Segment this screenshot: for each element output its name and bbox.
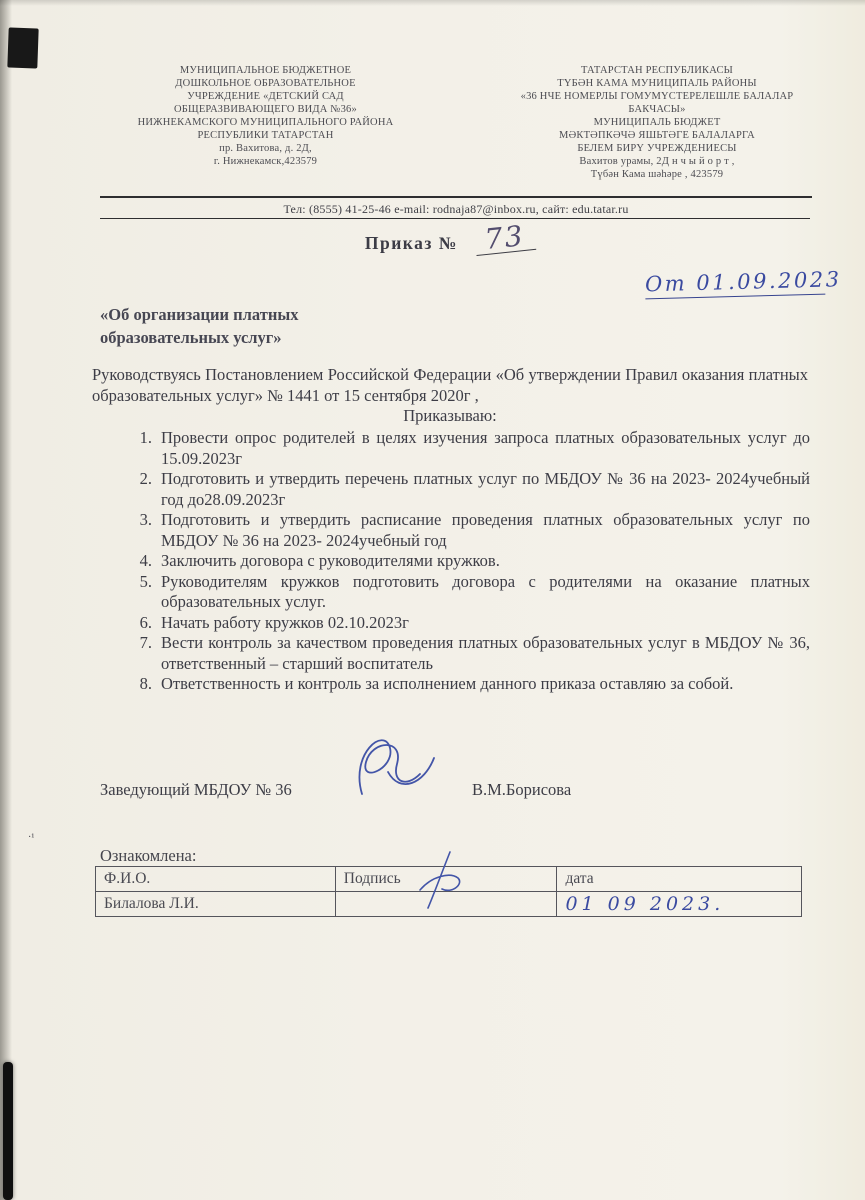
item-text: Руководителям кружков подготовить договора с родителями на оказание платных образовательных услуг.	[161, 571, 810, 611]
order-date-handwritten: От 01.09.2023	[645, 266, 826, 300]
order-item	[120, 510, 810, 551]
org-header-russian	[118, 64, 413, 168]
order-title-line	[300, 219, 600, 256]
table-header-signature: Подпись	[335, 867, 557, 892]
scan-artifact-blob	[7, 27, 38, 68]
order-item	[120, 551, 810, 572]
header-line: РЕСПУБЛИКИ ТАТАРСТАН	[197, 130, 334, 141]
order-item-list	[120, 428, 810, 695]
item-number: 4.	[139, 551, 152, 570]
director-name: В.М.Борисова	[472, 780, 572, 799]
header-line: УЧРЕЖДЕНИЕ «ДЕТСКИЙ САД	[187, 91, 344, 102]
item-text: Провести опрос родителей в целях изучения запроса платных образовательных услуг до 15.09.2023г	[161, 428, 810, 468]
order-subject-line2: образовательных услуг»	[100, 328, 282, 347]
item-number: 5.	[139, 571, 152, 591]
item-number: 3.	[139, 510, 152, 529]
header-line: Вахитов урамы, 2Д н ч ы й о р т ,	[579, 156, 735, 167]
item-number: 7.	[139, 633, 152, 652]
order-preamble: Руководствуясь Постановлением Российской Федерации «Об утверждении Правил оказания платных образовательных услуг» № 1441 от 15 сентября 2020г ,	[92, 365, 808, 405]
item-text: Подготовить и утвердить расписание проведения платных образовательных услуг по МБДОУ № 36 на 2023- 2024учебный год	[161, 510, 810, 550]
handwritten-date-in-table: 01 09 2023.	[565, 893, 725, 915]
item-text: Начать работу кружков 02.10.2023г	[161, 612, 409, 632]
header-line: ТАТАРСТАН РЕСПУБЛИКАСЫ	[580, 65, 734, 76]
table-cell-fio: Билалова Л.И.	[96, 892, 336, 917]
header-line: МӘКТӘПКӘЧӘ ЯШЬТӘГЕ БАЛАЛАРГА	[559, 130, 755, 141]
header-line: НИЖНЕКАМСКОГО МУНИЦИПАЛЬНОГО РАЙОНА	[137, 117, 394, 128]
order-item	[120, 613, 810, 634]
divider-top	[100, 196, 812, 198]
item-text: Вести контроль за качеством проведения платных образовательных услуг в МБДОУ № 36, ответственный – старший воспитатель	[161, 633, 810, 673]
item-text: Подготовить и утвердить перечень платных услуг по МБДОУ № 36 на 2023- 2024учебный год до28.09.2023г	[161, 469, 810, 509]
header-line: ДОШКОЛЬНОЕ ОБРАЗОВАТЕЛЬНОЕ	[175, 78, 356, 89]
order-item	[120, 633, 810, 674]
order-subject-line1: «Об организации платных	[100, 305, 299, 324]
table-header-date: дата	[557, 867, 802, 892]
header-line: МУНИЦИПАЛЬНОЕ БЮДЖЕТНОЕ	[179, 65, 352, 76]
item-number: 1.	[139, 428, 152, 447]
item-text: Ответственность и контроль за исполнением данного приказа оставляю за собой.	[161, 674, 734, 693]
header-line: БЕЛЕМ БИРҮ УЧРЕЖДЕНИЕСЫ	[577, 143, 737, 154]
header-line: г. Нижнекамск,423579	[213, 156, 318, 167]
header-line: ОБЩЕРАЗВИВАЮЩЕГО ВИДА №36»	[174, 104, 357, 115]
header-line: Түбән Кама шәһәре , 423579	[590, 169, 724, 180]
org-header-tatar	[492, 64, 822, 181]
acknowledgement-signature	[400, 848, 490, 912]
acknowledgement-label: Ознакомлена:	[100, 846, 197, 865]
item-number: 2.	[139, 469, 152, 488]
header-line: МУНИЦИПАЛЬ БЮДЖЕТ	[593, 117, 721, 128]
item-number: 8.	[139, 674, 152, 693]
divider-bottom	[100, 218, 810, 219]
item-number: 6.	[139, 612, 152, 632]
order-item	[120, 674, 810, 695]
header-line: пр. Вахитова, д. 2Д,	[219, 143, 312, 154]
order-item	[120, 469, 810, 510]
scan-edge-left	[0, 0, 12, 1200]
director-signature	[328, 720, 458, 812]
order-item	[120, 428, 810, 469]
order-item	[120, 572, 810, 613]
scan-artifact-speck: ·¹	[28, 832, 35, 843]
order-subject	[100, 303, 520, 349]
order-resolve-word: Приказываю:	[403, 406, 497, 425]
director-position: Заведующий МБДОУ № 36	[100, 780, 292, 799]
header-line: БАКЧАСЫ»	[628, 104, 686, 115]
order-title-label: Приказ №	[364, 233, 458, 253]
table-cell-date	[557, 892, 802, 917]
header-line: ТҮБӘН КАМА МУНИЦИПАЛЬ РАЙОНЫ	[557, 78, 757, 89]
scan-edge-top	[0, 0, 865, 6]
header-line: «36 НЧЕ НОМЕРЛЫ ГОМУМҮСТЕРЕЛЕШЛЕ БАЛАЛАР	[520, 91, 794, 102]
contact-line: Тел: (8555) 41-25-46 e-mail: rodnaja87@inbox.ru, сайт: edu.tatar.ru	[283, 202, 629, 216]
table-header-fio: Ф.И.О.	[96, 867, 336, 892]
item-text: Заключить договора с руководителями кружков.	[161, 551, 500, 570]
order-number-handwritten: 73	[474, 223, 536, 256]
scan-artifact-bar	[3, 1062, 13, 1200]
